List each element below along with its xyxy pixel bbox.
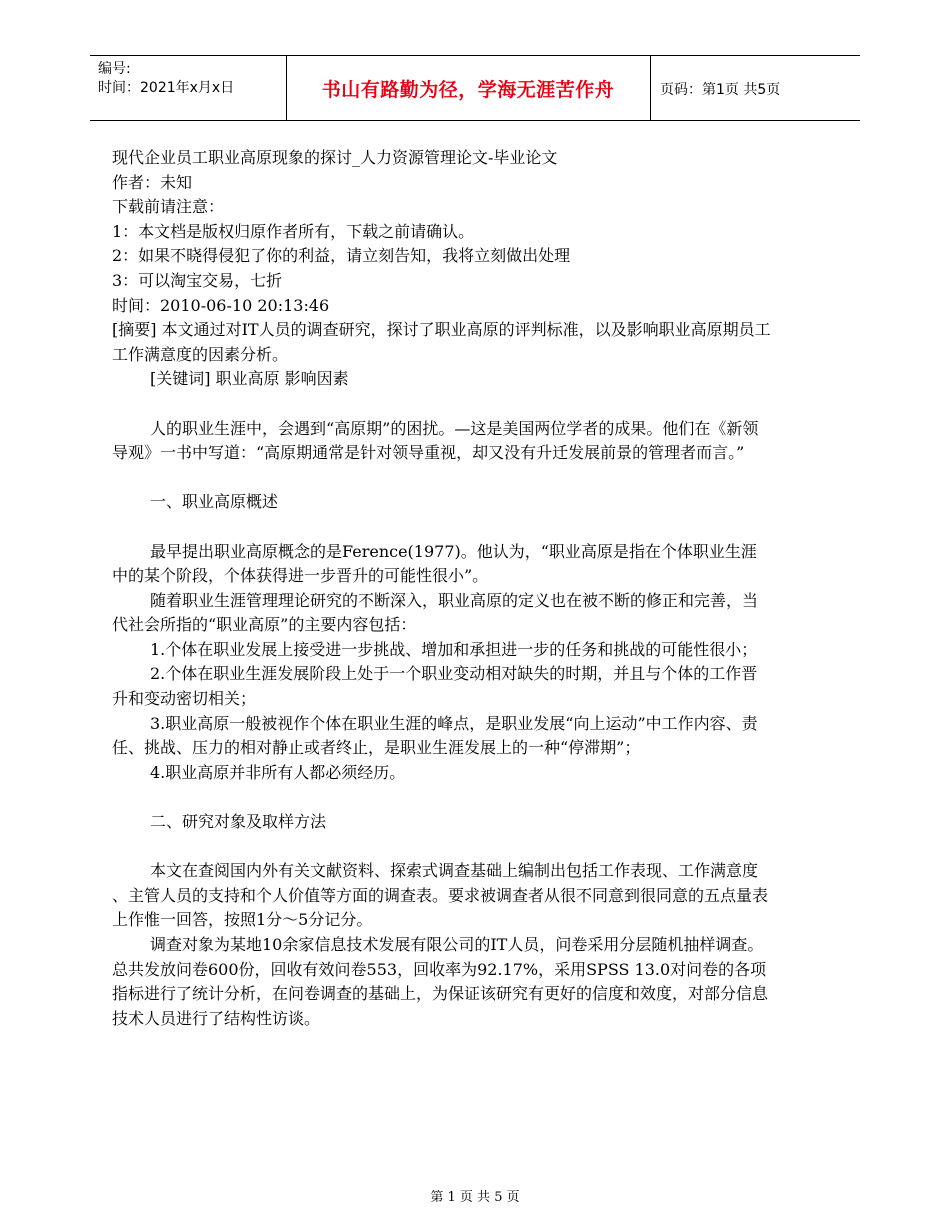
section-1-paragraph-1: 最早提出职业高原概念的是Ference(1977)。他认为，“职业高原是指在个体职业生涯中的某个阶段，个体获得进一步晋升的可能性很小”。	[112, 541, 757, 586]
header-motto: 书山有路勤为径，学海无涯苦作舟	[321, 79, 615, 101]
section-1-list-item-2: 2.个体在职业生涯发展阶段上处于一个职业变动相对缺失的时期，并且与个体的工作晋升和变动密切相关；	[112, 664, 758, 709]
header-page-info: 页码：第1页 共5页	[660, 82, 781, 98]
notice-item-1: 1：本文档是版权归原作者所有，下载之前请确认。	[112, 221, 475, 241]
section-1-list-item-1: 1.个体在职业发展上接受进一步挑战、增加和承担进一步的任务和挑战的可能性很小；	[150, 639, 758, 659]
header-top-rule	[90, 55, 860, 56]
intro-paragraph: 人的职业生涯中，会遇到“高原期”的困扰。—这是美国两位学者的成果。他们在《新领导观》一书中写道：“高原期通常是针对领导重视，却又没有升迁发展前景的管理者而言。”	[112, 418, 759, 463]
abstract: [摘要] 本文通过对IT人员的调查研究，探讨了职业高原的评判标准，以及影响职业高原期员工工作满意度的因素分析。	[112, 320, 771, 364]
section-1-heading: 一、职业高原概述	[150, 492, 279, 512]
section-2-paragraph-2: 调查对象为某地10余家信息技术发展有限公司的IT人员，问卷采用分层随机抽样调查。总共发放问卷600份，回收有效问卷553，回收率为92.17%，采用SPSS 13.0对问卷的各项指标进行了统计分析，在问卷调查的基础上，为保证该研究有更好的信度和效度，对部分信息技术人员进行了结构性访谈。	[112, 935, 769, 1028]
section-1-paragraph-2: 随着职业生涯管理理论研究的不断深入，职业高原的定义也在被不断的修正和完善，当代社会所指的“职业高原”的主要内容包括：	[112, 590, 759, 635]
page-header	[90, 55, 860, 121]
notice-item-2: 2：如果不晓得侵犯了你的利益，请立刻告知，我将立刻做出处理	[112, 246, 571, 266]
header-divider-right	[650, 55, 651, 121]
header-divider-left	[286, 55, 287, 121]
document-time: 时间：2010-06-10 20:13:46	[112, 295, 330, 315]
section-1-list-item-3: 3.职业高原一般被视作个体在职业生涯的峰点，是职业发展“向上运动”中工作内容、责任、挑战、压力的相对静止或者终止，是职业生涯发展上的一种“停滞期”；	[112, 713, 758, 758]
notice-item-3: 3：可以淘宝交易，七折	[112, 270, 283, 290]
document-author: 作者：未知	[112, 172, 193, 192]
document-title: 现代企业员工职业高原现象的探讨_人力资源管理论文-毕业论文	[112, 148, 558, 167]
section-1-list-item-4: 4.职业高原并非所有人都必须经历。	[150, 762, 406, 782]
keywords: [关键词] 职业高原 影响因素	[150, 369, 349, 389]
notice-heading: 下载前请注意：	[112, 197, 225, 217]
header-bottom-rule	[90, 120, 860, 121]
header-time-label: 时间：2021年x月x日	[98, 80, 235, 96]
header-number-label: 编号:	[98, 61, 131, 77]
section-2-heading: 二、研究对象及取样方法	[150, 812, 327, 832]
page-footer: 第 1 页 共 5 页	[430, 1190, 520, 1205]
section-2-paragraph-1: 本文在查阅国内外有关文献资料、探索式调查基础上编制出包括工作表现、工作满意度 、主管人员的支持和个人价值等方面的调查表。要求被调查者从很不同意到很同意的五点量表上作惟一回答，按照1分～5分记分。	[112, 861, 769, 930]
header-left-cell	[98, 60, 234, 98]
document-body	[112, 146, 772, 1031]
